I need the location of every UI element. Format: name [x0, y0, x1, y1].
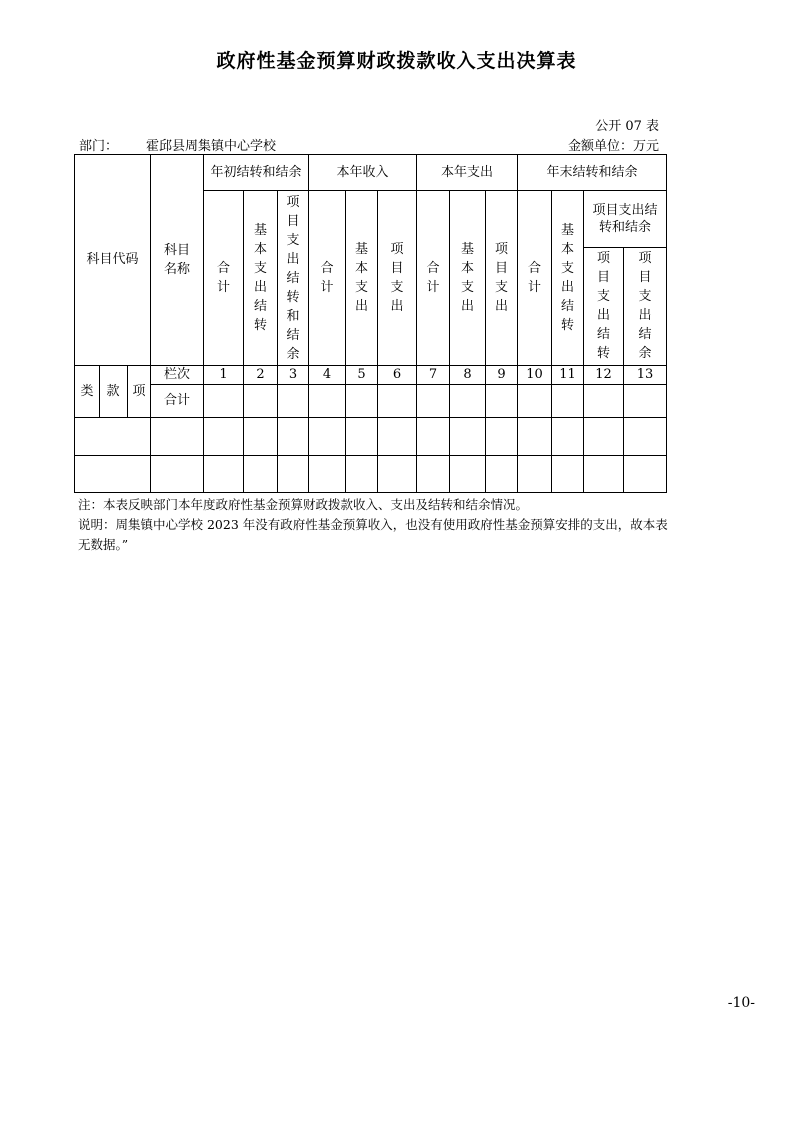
table-cell	[278, 385, 309, 418]
closing-project-surplus-header: 项目支出结余	[624, 247, 667, 365]
column-index-label: 栏次	[151, 365, 204, 384]
closing-project-header: 项目支出结转和结余	[584, 191, 667, 248]
expense-basic-header: 基本支出	[450, 191, 486, 366]
department-name: 霍邱县周集镇中心学校	[146, 139, 277, 154]
table-cell	[204, 385, 244, 418]
xiang-label: 项	[132, 383, 146, 399]
note-line-2: 说明：周集镇中心学校 2023 年没有政府性基金预算收入，也没有使用政府性基金预算安排的支出，故本表无数据。”	[78, 517, 668, 552]
department	[79, 135, 276, 154]
table-cell	[417, 385, 450, 418]
income-total-header: 合计	[309, 191, 346, 366]
category-levels	[75, 365, 151, 417]
note-line-1: 注：本表反映部门本年度政府性基金预算财政拨款收入、支出及结转和结余情况。	[78, 497, 529, 512]
table-cell	[486, 385, 518, 418]
page-title: 政府性基金预算财政拨款收入支出决算表	[216, 50, 577, 72]
col-number-12: 12	[584, 365, 624, 384]
col-number-4: 4	[309, 365, 346, 384]
subject-code-header: 科目代码	[75, 155, 151, 366]
table-cell	[346, 385, 378, 418]
col-number-6: 6	[378, 365, 417, 384]
amount-unit: 金额单位：万元	[567, 139, 659, 154]
income-header: 本年收入	[309, 155, 417, 191]
budget-table	[74, 154, 667, 493]
closing-total-header: 合计	[518, 191, 552, 366]
notes	[78, 495, 678, 555]
closing-basic-header: 基本支出结转	[552, 191, 584, 366]
col-number-7: 7	[417, 365, 450, 384]
col-number-9: 9	[486, 365, 518, 384]
expense-total-header: 合计	[417, 191, 450, 366]
closing-balance-header: 年末结转和结余	[518, 155, 667, 191]
col-number-8: 8	[450, 365, 486, 384]
total-row-label: 合计	[151, 385, 204, 418]
col-number-5: 5	[346, 365, 378, 384]
table-cell	[244, 385, 278, 418]
opening-balance-header: 年初结转和结余	[204, 155, 309, 191]
lei-label: 类	[75, 366, 100, 417]
table-cell	[518, 385, 552, 418]
subject-name-header: 科目名称	[151, 155, 204, 366]
opening-total-header: 合计	[204, 191, 244, 366]
closing-project-carry-header: 项目支出结转	[584, 247, 624, 365]
table-cell	[624, 385, 667, 418]
opening-project-header: 项目支出结转和结余	[278, 191, 309, 366]
department-label: 部门：	[79, 139, 119, 154]
table-cell	[309, 385, 346, 418]
table-cell	[378, 385, 417, 418]
table-code: 公开 07 表	[595, 119, 659, 134]
col-number-3: 3	[278, 365, 309, 384]
table-row	[75, 455, 667, 492]
col-number-10: 10	[518, 365, 552, 384]
table-cell	[552, 385, 584, 418]
income-project-header: 项目支出	[378, 191, 417, 366]
table-row	[75, 418, 667, 455]
income-basic-header: 基本支出	[346, 191, 378, 366]
table-cell	[450, 385, 486, 418]
table-cell	[584, 385, 624, 418]
col-number-2: 2	[244, 365, 278, 384]
expense-header: 本年支出	[417, 155, 518, 191]
kuan-label: 款	[99, 366, 128, 417]
opening-basic-header: 基本支出结转	[244, 191, 278, 366]
col-number-13: 13	[624, 365, 667, 384]
col-number-11: 11	[552, 365, 584, 384]
col-number-1: 1	[204, 365, 244, 384]
expense-project-header: 项目支出	[486, 191, 518, 366]
page-number: -10-	[727, 995, 755, 1011]
